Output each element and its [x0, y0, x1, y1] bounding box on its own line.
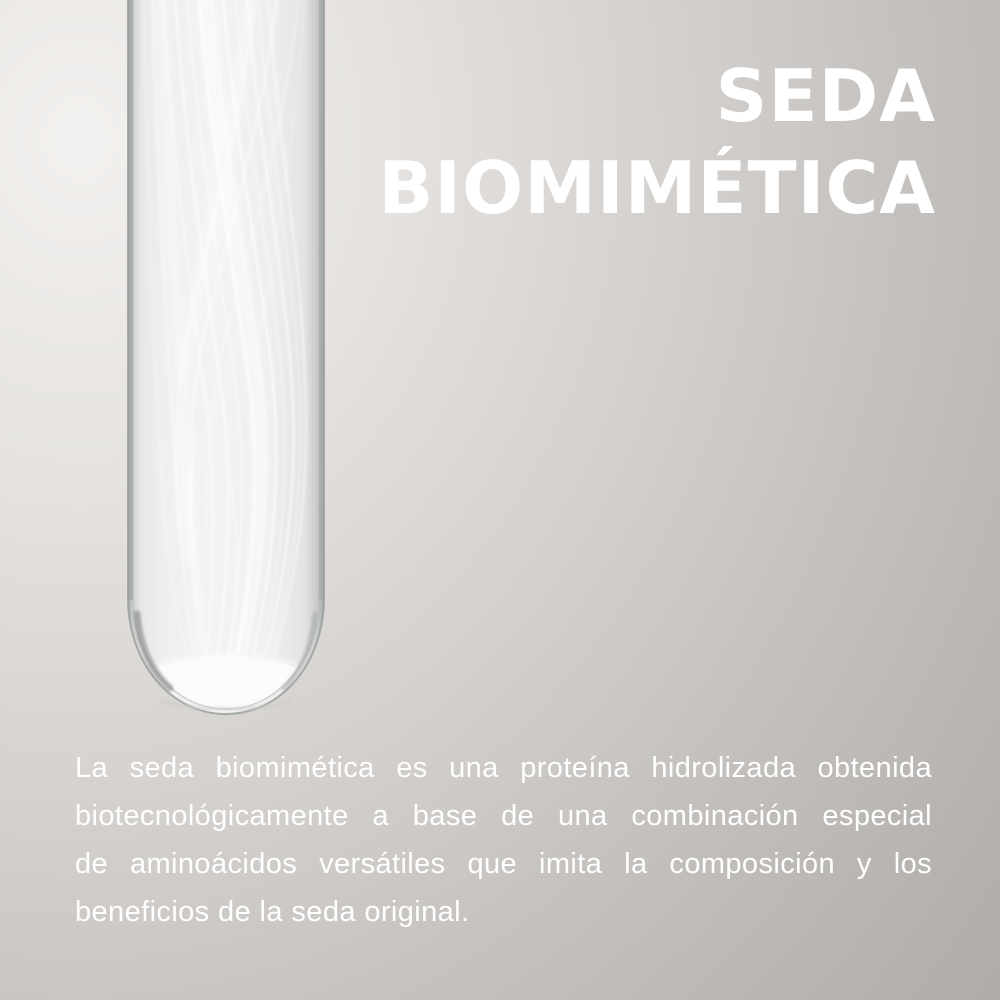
paragraph-line: de aminoácidos versátiles que imita la composición y los: [75, 848, 932, 880]
page-title: [378, 50, 936, 234]
paragraph-line: beneficios de la seda original.: [75, 896, 470, 928]
tube-glass-body: [128, 0, 324, 714]
paragraph-line: La seda biomimética es una proteína hidrolizada obtenida: [75, 752, 932, 784]
description-paragraph: [75, 744, 932, 936]
silk-pool: [152, 654, 300, 707]
paragraph-line: biotecnológicamente a base de una combinación especial: [75, 800, 932, 832]
title-line-1: SEDA: [715, 54, 936, 138]
title-line-2: BIOMIMÉTICA: [378, 146, 936, 231]
